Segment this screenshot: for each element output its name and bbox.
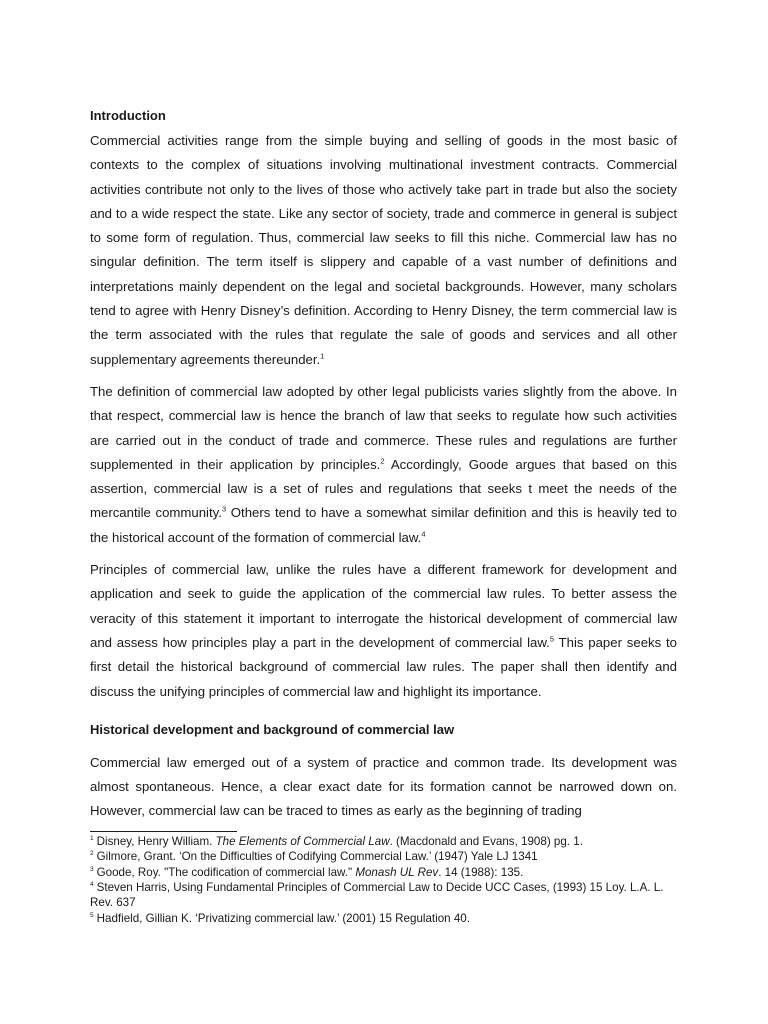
intro-paragraph-2 — [90, 380, 677, 550]
footnote-separator — [90, 831, 237, 832]
footnote-text: Hadfield, Gillian K. ‘Privatizing commercial law.’ (2001) 15 Regulation 40. — [96, 911, 470, 925]
footnote-text: Goode, Roy. "The codification of commercial law." — [96, 865, 356, 879]
intro-paragraph-1-text: Commercial activities range from the simple buying and selling of goods in the most basic of contexts to the complex of situations involving multinational investment contracts. Commercial activities contribute not only to the lives of those who actively take part in trade but also the society and to a wide respect the state. Like any sector of society, trade and commerce in general is subject to some form of regulation. Thus, commercial law seeks to fill this niche. Commercial law has no singular definition. The term itself is slippery and capable of a vast number of definitions and interpretations mainly dependent on the legal and societal backgrounds. However, many scholars tend to agree with Henry Disney’s definition. According to Henry Disney, the term commercial law is the term associated with the rules that regulate the sale of goods and services and all other supplementary agreements thereunder. — [90, 133, 677, 367]
footnote-ref-2: 2 — [380, 456, 385, 466]
footnote-number: 1 — [90, 834, 94, 842]
footnote-text-end: . 14 (1988): 135. — [438, 865, 524, 879]
footnote-4 — [90, 880, 677, 911]
footnotes — [90, 834, 677, 926]
footnote-number: 2 — [90, 850, 94, 858]
intro-paragraph-2-text-c: Others tend to have a somewhat similar definition and this is heavily ted to the historical account of the formation of commercial law. — [90, 505, 677, 545]
footnote-text: Steven Harris, Using Fundamental Principles of Commercial Law to Decide UCC Cases, (1993) 15 Loy. L.A. L. Rev. 637 — [90, 880, 664, 910]
footnote-ref-3: 3 — [221, 505, 227, 515]
introduction-heading: Introduction — [90, 108, 166, 123]
footnote-italic-title: The Elements of Commercial Law — [215, 834, 390, 848]
intro-paragraph-2-text-a: The definition of commercial law adopted by other legal publicists varies slightly from the above. In that respect, commercial law is hence the branch of law that seeks to regulate how such activities are carried out in the conduct of trade and commerce. These rules and regulations are further supplemented in their application by principles. — [90, 383, 677, 472]
footnote-3 — [90, 865, 677, 880]
footnote-text-end: . (Macdonald and Evans, 1908) pg. 1. — [389, 834, 583, 848]
footnote-number: 5 — [90, 911, 94, 919]
intro-paragraph-3-text-b: This paper seeks to first detail the historical background of commercial law rules. The paper shall then identify and discuss the unifying principles of commercial law and highlight its importance. — [90, 634, 677, 699]
history-paragraph-1: Commercial law emerged out of a system of practice and common trade. Its development was almost spontaneous. Hence, a clear exact date for its formation cannot be narrowed down on. However, commercial law can be traced to times as early as the beginning of trading — [90, 754, 677, 819]
intro-paragraph-3-text-a: Principles of commercial law, unlike the rules have a different framework for development and application and seek to guide the application of the commercial law rules. To better assess the veracity of this statement it important to interrogate the historical development of commercial law and assess how principles play a part in the development of commercial law. — [90, 562, 677, 650]
history-heading: Historical development and background of commercial law — [90, 721, 455, 737]
footnote-text: Disney, Henry William. — [96, 834, 216, 848]
footnote-1 — [90, 834, 677, 849]
intro-paragraph-1 — [90, 129, 677, 372]
footnote-number: 3 — [90, 865, 94, 873]
footnote-2 — [90, 849, 677, 864]
intro-paragraph-3 — [90, 558, 677, 704]
intro-paragraph-2-text-b: Accordingly, Goode argues that based on this assertion, commercial law is a set of rules and regulations that seeks t meet the needs of the mercantile community. — [90, 456, 677, 521]
footnote-number: 4 — [90, 881, 94, 889]
footnote-ref-5: 5 — [549, 634, 555, 644]
footnote-italic-title: Monash UL Rev — [355, 865, 439, 879]
footnote-5 — [90, 911, 677, 926]
footnote-ref-1: 1 — [320, 351, 325, 361]
footnote-ref-4: 4 — [421, 529, 426, 539]
footnote-text: Gilmore, Grant. ‘On the Difficulties of Codifying Commercial Law.’ (1947) Yale LJ 1341 — [96, 850, 538, 864]
